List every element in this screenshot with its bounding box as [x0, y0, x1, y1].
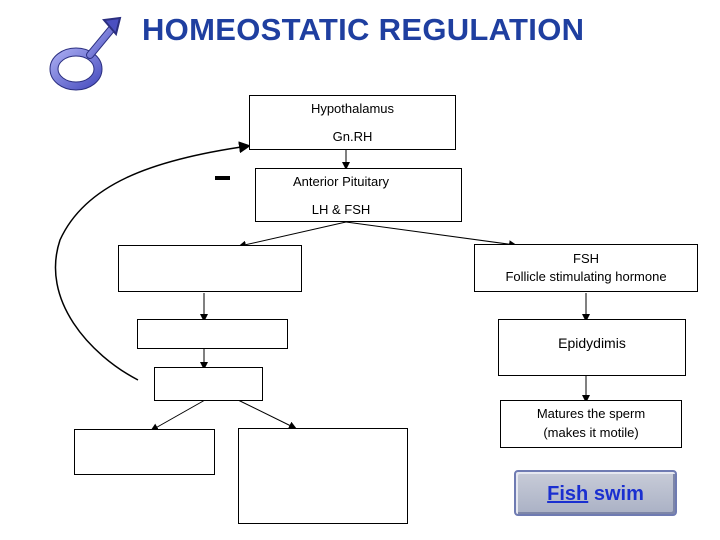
fish-swim-button[interactable]	[514, 470, 677, 516]
fsh-full-name: Follicle stimulating hormone	[505, 269, 667, 284]
arrow-left-split-1	[152, 400, 205, 430]
left-box-4	[74, 429, 215, 475]
swim-word: swim	[593, 483, 644, 505]
fsh-title: FSH	[573, 251, 599, 266]
page-title: HOMEOSTATIC REGULATION	[142, 12, 585, 47]
left-box-2	[137, 319, 288, 349]
matures-line-1: Matures the sperm	[536, 406, 646, 421]
left-box-3	[154, 367, 263, 401]
anterior-pituitary-label: Anterior Pituitary	[292, 174, 390, 189]
fish-swim-label	[516, 483, 675, 506]
epididymis-label: Epidydimis	[558, 335, 626, 351]
arrow-to-left-box	[240, 222, 346, 246]
left-box-1	[118, 245, 302, 292]
hypothalamus-label: Hypothalamus	[310, 101, 395, 116]
negative-feedback-sign	[215, 176, 230, 180]
left-box-5	[238, 428, 408, 524]
lh-fsh-label: LH & FSH	[311, 202, 371, 217]
matures-line-2: (makes it motile)	[543, 425, 639, 440]
fish-word: Fish	[547, 483, 589, 505]
gnrh-label: Gn.RH	[332, 129, 373, 144]
arrow-to-fsh-box	[346, 222, 515, 245]
arrow-left-split-2	[238, 400, 295, 428]
